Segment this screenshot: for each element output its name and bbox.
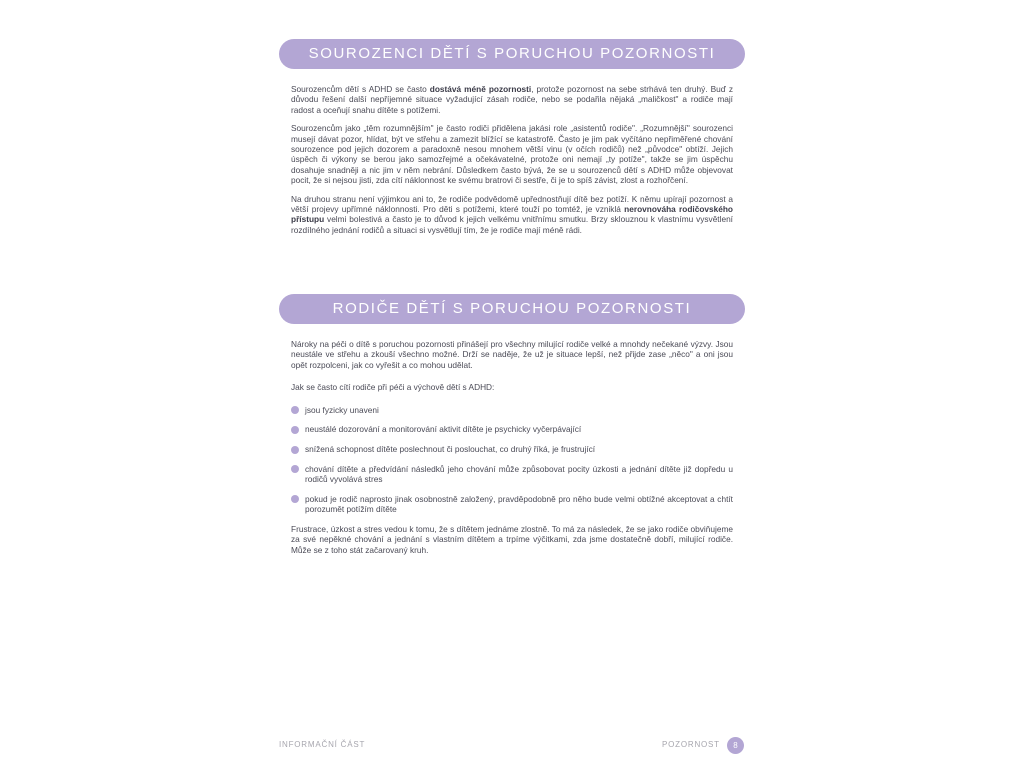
list-item: chování dítěte a předvídání následků jeho chování může způsobovat pocity úzkosti a jednání dítěte již dopředu u rodičů vyvolává stres [291, 464, 733, 485]
section-heading-parents: RODIČE DĚTÍ S PORUCHOU POZORNOSTI [279, 294, 745, 324]
paragraph: Nároky na péči o dítě s poruchou pozornosti přinášejí pro všechny milující rodiče velké a mnohdy nečekané výzvy. Jsou neustále ve střehu a zkouší všechno možné. Drží se naděje, že už je situace lepší, než přijde zase „něco" a oni jsou opět rozpolceni, jak co vyřešit a co mohou udělat. [291, 339, 733, 370]
section-parents-body [291, 339, 733, 563]
emphasis: dostává méně pozornosti [429, 84, 532, 94]
page-number: 8 [727, 737, 744, 754]
bullet-dot-icon [291, 495, 299, 503]
footer-topic-label: POZORNOST [662, 740, 720, 749]
emphasis: nerovnováha rodičovského přístupu [291, 204, 733, 225]
list-item: neustálé dozorování a monitorování aktivit dítěte je psychicky vyčerpávající [291, 424, 733, 434]
list-item: snížená schopnost dítěte poslechnout či poslouchat, co druhý říká, je frustrující [291, 444, 733, 454]
paragraph: Sourozencům dětí s ADHD se často dostává méně pozornosti, protože pozornost na sebe strhává ten druhý. Buď z důvodu řešení další nepříjemné situace vyžadující zásah rodiče, nebo se podařila nějaká „maličkost" a rodiče mají radost a oceňují snahu dítěte s potížemi. [291, 84, 733, 115]
bullet-dot-icon [291, 406, 299, 414]
section-siblings-body [291, 84, 733, 243]
bullet-dot-icon [291, 465, 299, 473]
paragraph: Na druhou stranu není výjimkou ani to, že rodiče podvědomě upřednostňují dítě bez potíží. K němu upírají pozornost a větší projevy upřímné náklonnosti. Pro děti s potížemi, které touží po tomtéž, je vzniklá nerovnováha rodičovského přístupu velmi bolestivá a často je to důvod k jejich velkému vnitřnímu smutku. Brzy sklouznou k vlastnímu vysvětlení rozdílného jednání rodičů a situaci si vysvětlují tím, že je rodiče mají méně rádi. [291, 193, 733, 235]
list-item: pokud je rodič naprosto jinak osobnostně založený, pravděpodobně pro něho bude velmi obtížné akceptovat a chtít porozumět potížím dítěte [291, 494, 733, 515]
bullet-dot-icon [291, 446, 299, 454]
paragraph: Jak se často cítí rodiče při péči a výchově dětí s ADHD: [291, 382, 495, 393]
paragraph: Sourozencům jako „těm rozumnějším" je často rodiči přidělena jakási role „asistentů rodiče". „Rozumnější" sourozenci musejí dávat pozor, hlídat, být ve střehu a zamezit blížící se katastrofě. Často je jim pak vyčítáno nepřiměřené chování sourozence pod jejich dozorem a paradoxně nesou mnohem větší vinu (v očích rodičů) než „původce" obtíží. Jejich úspěch či výkony se berou jako samozřejmé a očekávatelné, protože oni nemají „ty potíže", takže se jim úspěchu dosahuje snadněji a nic jim v něm nebrání. Důsledkem často bývá, že se u sourozenců dětí s ADHD může objevovat pocit, že si nejsou jisti, zda cítí náklonnost ke svému bratrovi či sestře, či je to spíš závist, zlost a rozhořčení. [291, 123, 733, 186]
bullet-dot-icon [291, 426, 299, 434]
section-heading-siblings: SOUROZENCI DĚTÍ S PORUCHOU POZORNOSTI [279, 39, 745, 69]
bullet-list [291, 405, 733, 515]
paragraph: Frustrace, úzkost a stres vedou k tomu, že s dítětem jednáme zlostně. To má za následek, že se jako rodiče obviňujeme za své nepěkné chování a jednání s vlastním dítětem a trpíme výčitkami, zda jsme dostatečně dobří, milující rodiče. Může se z toho stát začarovaný kruh. [291, 523, 733, 555]
list-item: jsou fyzicky unaveni [291, 405, 733, 415]
footer-section-label: INFORMAČNÍ ČÁST [279, 740, 366, 749]
